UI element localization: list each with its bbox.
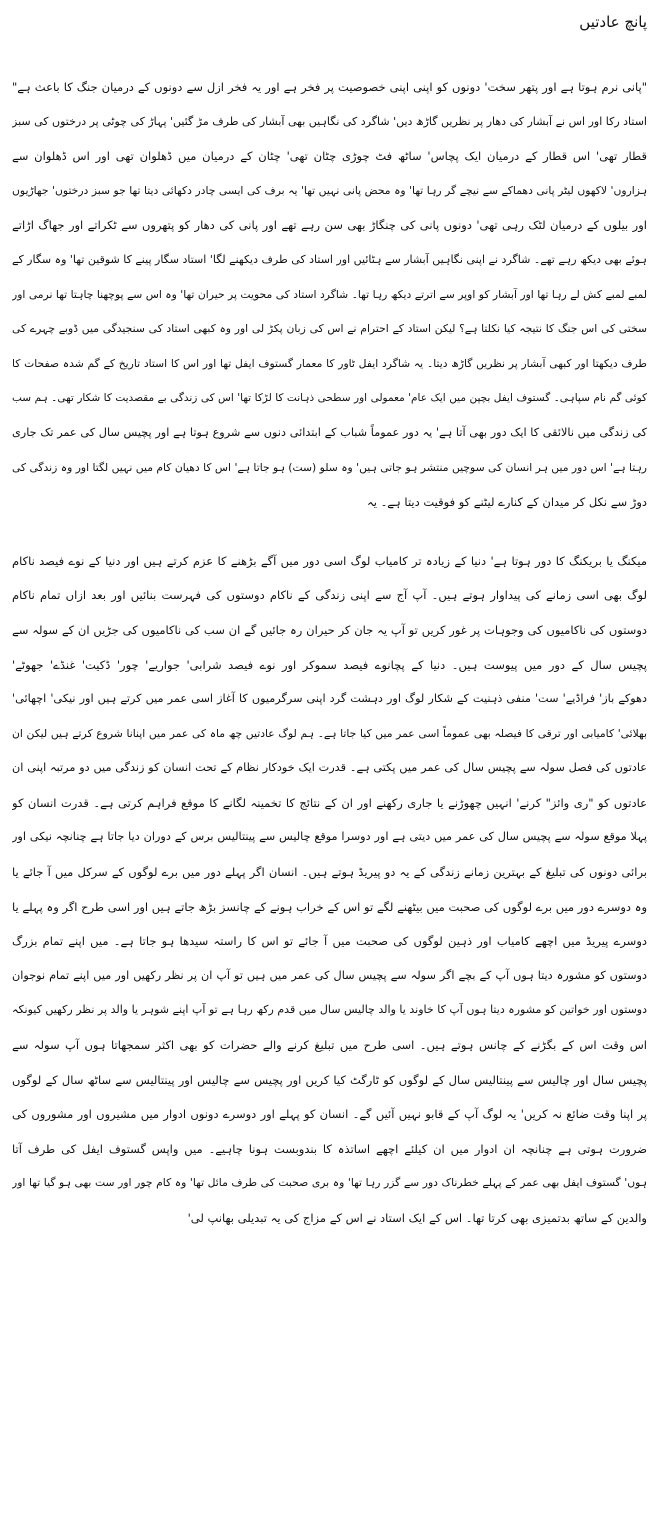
text-line: وہ دوسرے دور میں برے لوگوں کی صحبت میں بیٹھنے لگے تو اس کے خراب ہونے کے چانسز بڑھ جاتے ہیں اور اسی طرح اگر وہ پہلے یا	[12, 899, 647, 914]
article-title: پانچ عادتیں	[579, 13, 647, 31]
paragraph-2	[12, 544, 647, 1236]
text-line: پر اپنا وقت ضائع نہ کریں' یہ لوگ آپ کے قابو نہیں آئیں گے۔ انسان کو پہلے اور دوسرے دونوں ادوار میں مشیروں اور مشوروں کی	[12, 1107, 647, 1122]
text-line: بھلائی' کامیابی اور ترقی کا فیصلہ بھی عموماً اسی عمر میں کیا جاتا ہے۔ ہم لوگ عادتیں چھ ماہ کی عمر میں اپنانا شروع کرتے ہیں لیکن ان	[12, 726, 647, 740]
text-line: اور بیلوں کے درمیان لٹک رہی تھی' دونوں پانی کی چنگاڑ بھی سن رہے تھے اور پانی کی دھار کو پتھروں سے ٹکراتے اور جھاگ اڑاتے	[12, 218, 647, 233]
text-line: طرف دیکھتا اور کبھی آبشار پر نظریں گاڑھ دیتا۔ یہ شاگرد ایفل ٹاور کا معمار گستوف ایفل تھا اور اس کا استاد تاریخ کے گم شدہ صفحات کا	[12, 356, 647, 370]
text-line: استاد رکا اور اس نے آبشار کی دھار پر نظریں گاڑھ دیں' شاگرد کی نگاہیں بھی آبشار کی طرف مڑ گئیں' پہاڑ کی چوٹی پر درختوں کی سبز	[12, 114, 647, 128]
text-line: برائی دونوں کی تبلیغ کے بہترین زمانے زندگی کے یہ دو پیریڈ ہوتے ہیں۔ انسان اگر پہلے دور میں برے لوگوں کے سرکل میں آ جائے یا	[12, 865, 647, 880]
text-line: کوئی گم نام سپاہی۔ گستوف ایفل بچپن میں ایک عام' معمولی اور سطحی ذہانت کا لڑکا تھا' اس کی زندگی بے مقصدیت کا شکار تھی۔ ہم سب	[12, 392, 647, 405]
text-line: کی زندگی میں نالائقی کا ایک دور بھی آتا ہے' یہ دور عموماً شباب کے ابتدائی دنوں سے شروع ہوتا ہے اور پچیس سال کی عمر تک جاری	[12, 425, 647, 439]
text-line: والدین کے ساتھ بدتمیزی بھی کرتا تھا۔ اس کے ایک استاد نے اس کے مزاج کی یہ تبدیلی بھانپ لی'	[187, 1211, 647, 1225]
paragraph-1	[12, 70, 647, 520]
text-line: ضرورت ہوتی ہے چنانچہ ان ادوار میں ان کیلئے اچھے اساتذہ کا بندوبست ہونا چاہیے۔ میں واپس گستوف ایفل کی طرف آتا	[12, 1141, 647, 1156]
text-line: دوسرے پیریڈ میں اچھے کامیاب اور ذہین لوگوں کی صحبت میں آ جائے تو اس کا راستہ سیدھا ہو جاتا ہے۔ میں اپنے تمام بزرگ	[12, 934, 647, 949]
text-line: دوڑ سے نکل کر میدان کے کنارے لیٹنے کو فوقیت دیتا ہے۔ یہ	[366, 495, 647, 510]
text-line: سختی کی اس جنگ کا نتیجہ کیا نکلتا ہے؟ لیکن استاد کے احترام نے اس کی زبان پکڑ لی اور وہ کبھی استاد کی سنجیدگی میں ڈوبے چہرے کی	[12, 322, 647, 336]
text-line: قطار تھی' اس قطار کے درمیان ایک پچاس' ساٹھ فٹ چوڑی چٹان تھی' چٹان کے درمیان میں ڈھلوان تھی اور اس ڈھلوان سے	[12, 149, 647, 164]
text-line: لمبے لمبے کش لے رہا تھا اور آبشار کو اوپر سے اترتے دیکھ رہا تھا۔ شاگرد استاد کی محویت پر حیران تھا' وہ اس سے پوچھنا چاہتا تھا نرمی اور	[12, 287, 647, 301]
text-line: دوستوں کو مشورہ دیتا ہوں آپ کے بچے اگر سولہ سے پچیس سال کی عمر میں ہیں تو آپ ان پر نظر رکھیں اور میں اپنے تمام نوجوان	[12, 968, 647, 982]
text-line: اس وقت اس کے بگڑنے کے چانس ہوتے ہیں۔ اسی طرح میں تبلیغ کرنے والے حضرات کو بھی اکثر سمجھاتا ہوں آپ سولہ سے	[12, 1038, 647, 1053]
paragraph-gap	[12, 520, 647, 544]
text-line: ہزاروں' لاکھوں لیٹر پانی دھماکے سے نیچے گر رہا تھا' وہ محض پانی نہیں تھا' یہ برف کی ایسی چادر دکھائی دیتا تھا جو سبز درختوں' جھاڑیوں	[12, 183, 647, 197]
text-line: دوستوں اور خواتین کو مشورہ دیتا ہوں آپ کا خاوند یا والد چالیس سال میں قدم رکھ رہا ہے تو آپ اپنے شوہر یا والد پر نظر رکھیں کیونکہ	[12, 1003, 647, 1017]
text-line: لوگ بھی اسی زمانے کی پیداوار ہوتے ہیں۔ آپ آج سے اپنی زندگی کے ناکام دوستوں کی فہرست بنائیں اور بعد ازاں تمام ناکام	[12, 588, 647, 603]
text-line: عادتوں کو "ری وائز" کرنے' انہیں چھوڑنے یا جاری رکھنے اور ان کے نتائج کا تخمینہ لگانے کا موقع فراہم کرتی ہے۔ قدرت انسان کو	[12, 795, 647, 810]
text-line: "پانی نرم ہوتا ہے اور پتھر سخت' دونوں کو اپنی اپنی خصوصیت پر فخر ہے اور یہ فخر ازل سے دونوں کے درمیان جنگ کا باعث ہے"	[12, 80, 647, 94]
text-line: پہلا موقع سولہ سے پچیس سال کی عمر میں دیتی ہے اور دوسرا موقع چالیس سے پینتالیس برس کے دوران دیا جاتا ہے چنانچہ نیکی اور	[12, 830, 647, 844]
text-line: پچیس سال اور چالیس سے پینتالیس سال کے لوگوں کو ٹارگٹ کیا کریں اور پچیس سے چالیس اور پینتالیس سے ساٹھ سال کے لوگوں	[12, 1072, 647, 1087]
text-line: رہتا ہے' اس دور میں ہر انسان کی سوچیں منتشر ہو جاتی ہیں' وہ سلو (ست) ہو جاتا ہے' اس کا دھیان کام میں نہیں لگتا اور وہ زندگی کی	[12, 460, 647, 474]
text-line: ہوں' گستوف ایفل بھی عمر کے پہلے خطرناک دور سے گزر رہا تھا' وہ بری صحبت کی طرف مائل تھا' وہ کام چور اور ست بھی ہو گیا تھا اور	[12, 1176, 647, 1190]
text-line: ہوئے بھی دیکھ رہے تھے۔ شاگرد نے اپنی نگاہیں آبشار سے ہٹائیں اور استاد کی طرف دیکھنے لگا' استاد سگار پینے کا شوقین تھا' وہ سگار کے	[12, 252, 647, 266]
text-line: پچیس سال کے دور میں پیوست ہیں۔ دنیا کے پچانوے فیصد سموکر اور نوے فیصد شرابی' جواریے' چور' ڈکیت' غنڈے' جھوٹے'	[12, 657, 647, 672]
text-line: میکنگ یا بریکنگ کا دور ہوتا ہے' دنیا کے زیادہ تر کامیاب لوگ اسی دور میں آگے بڑھنے کا عزم کرتے ہیں اور دنیا کے نوے فیصد ناکام	[12, 553, 647, 568]
text-line: دوستوں کی ناکامیوں کی وجوہات پر غور کریں تو آپ یہ جان کر حیران رہ جائیں گے ان سب کی ناکامیوں کی جڑیں ان کے سولہ سے	[12, 622, 647, 637]
text-line: دھوکے باز' فراڈیے' ست' منفی ذہنیت کے شکار لوگ اور دہشت گرد اپنی سرگرمیوں کا آغاز اسی عمر میں کرتے ہیں اور نیکی' اچھائی'	[12, 692, 647, 706]
text-line: عادتوں کی فصل سولہ سے پچیس سال کی عمر میں پکتی ہے۔ قدرت ایک خودکار نظام کے تحت انسان کو زندگی میں دو مرتبہ اپنی ان	[12, 761, 647, 775]
